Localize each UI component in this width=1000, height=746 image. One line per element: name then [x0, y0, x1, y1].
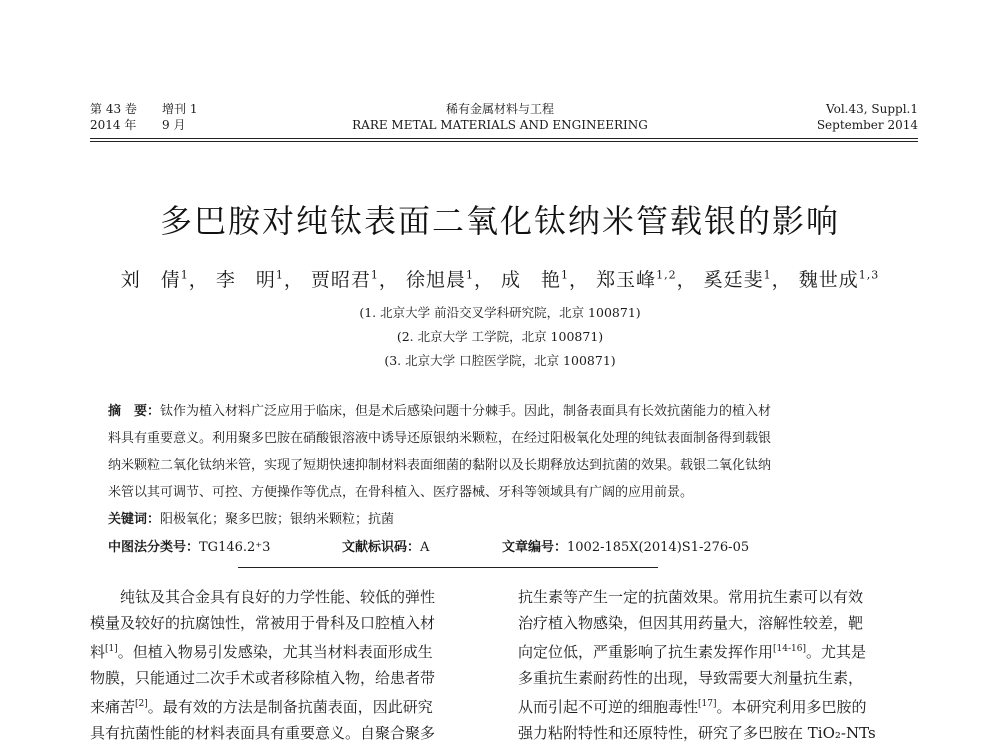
abstract-line: 米管以其可调节、可控、方便操作等优点，在骨科植入、医疗器械、牙科等领域具有广阔的应用前景。 — [108, 485, 694, 500]
month-cn: 9 月 — [162, 118, 186, 132]
body-line: 强力粘附特性和还原特性，研究了多巴胺在 TiO₂-NTs — [518, 724, 876, 742]
volume-cn: 第 43 卷 — [90, 102, 137, 116]
volume-en: Vol.43, Suppl.1 — [826, 102, 918, 116]
author-list: 刘 倩$^1$， 李 明$^1$， 贾昭君$^1$， 徐旭晨$^1$， 成 艳$^1$， 郑玉峰$^{1,2}$， 奚廷斐$^1$， 魏世成$^{1,3}$ — [120, 268, 880, 291]
journal-name-en: RARE METAL MATERIALS AND ENGINEERING — [352, 118, 648, 132]
section-rule — [238, 567, 658, 568]
body-line: 模量及较好的抗腐蚀性，常被用于骨科及口腔植入材 — [90, 614, 436, 632]
body-line: 料[1]。但植入物易引发感染，尤其当材料表面形成生 — [90, 643, 433, 661]
citation: [1] — [105, 644, 118, 654]
date-en: September 2014 — [816, 118, 918, 132]
body-line: 物膜，只能通过二次手术或者移除植入物，给患者带 — [90, 669, 436, 687]
keywords-text: 阳极氧化；聚多巴胺；银纳米颗粒；抗菌 — [160, 512, 395, 527]
keywords-label: 关键词： — [108, 512, 161, 527]
article-number: 文章编号：1002-185X(2014)S1-276-05 — [502, 540, 750, 555]
author: 成 艳$^1$ — [501, 268, 570, 291]
citation: [14-16] — [773, 644, 806, 654]
supplement-cn: 增刊 1 — [162, 102, 198, 116]
header-right — [718, 101, 918, 133]
author: 奚廷斐$^1$ — [703, 268, 772, 291]
classification: 中图法分类号：TG146.2⁺3 — [108, 540, 271, 555]
body-line: 具有抗菌性能的材料表面具有重要意义。自聚合聚多 — [90, 724, 436, 742]
body-line: 治疗植入物感染，但因其用药量大，溶解性较差，靶 — [518, 614, 864, 632]
author: 刘 倩$^1$ — [120, 268, 189, 291]
document-code-value: A — [420, 540, 430, 555]
citation: [17] — [698, 699, 717, 709]
author: 李 明$^1$ — [215, 268, 284, 291]
keywords — [108, 508, 394, 527]
year-cn: 2014 年 — [90, 118, 137, 132]
body-line: 抗生素等产生一定的抗菌效果。常用抗生素可以有效 — [518, 588, 864, 606]
affiliation: (3. 北京大学 口腔医学院，北京 100871) — [384, 353, 616, 368]
header-rule-thin — [90, 141, 918, 142]
abstract-line: 料具有重要意义。利用聚多巴胺在硝酸银溶液中诱导还原银纳米颗粒，在经过阳极氧化处理的纯钛表面制备得到载银 — [108, 431, 772, 446]
body-line: 纯钛及其合金具有良好的力学性能、较低的弹性 — [90, 588, 436, 606]
body-line: 向定位低，严重影响了抗生素发挥作用[14-16]。尤其是 — [518, 643, 866, 661]
citation: [2] — [135, 699, 148, 709]
affiliation: (1. 北京大学 前沿交叉学科研究院，北京 100871) — [359, 305, 641, 320]
body-line: 多重抗生素耐药性的出现，导致需要大剂量抗生素， — [518, 669, 864, 687]
abstract — [108, 398, 890, 506]
body-column-left — [90, 584, 490, 746]
abstract-line: 钛作为植入材料广泛应用于临床，但是术后感染问题十分棘手。因此，制备表面具有长效抗菌能力的植入材 — [160, 404, 772, 419]
header-center — [300, 101, 700, 133]
body-line: 来痛苦[2]。最有效的方法是制备抗菌表面，因此研究 — [90, 698, 433, 716]
classification-value: TG146.2⁺3 — [199, 540, 271, 555]
author: 郑玉峰$^{1,2}$ — [596, 268, 677, 291]
abstract-label: 摘 要： — [108, 404, 161, 419]
body-line: 从而引起不可逆的细胞毒性[17]。本研究利用多巴胺的 — [518, 698, 867, 716]
body-column-right — [518, 584, 918, 746]
author: 贾昭君$^1$ — [310, 268, 379, 291]
article-number-value: 1002-185X(2014)S1-276-05 — [567, 540, 750, 555]
paper-title: 多巴胺对纯钛表面二氧化钛纳米管载银的影响 — [159, 202, 840, 240]
header-rule — [90, 138, 918, 139]
document-code: 文献标识码：A — [342, 540, 430, 555]
author: 魏世成$^{1,3}$ — [798, 268, 880, 291]
author: 徐旭晨$^1$ — [405, 268, 474, 291]
journal-name-cn: 稀有金属材料与工程 — [445, 102, 554, 116]
affiliation: (2. 北京大学 工学院，北京 100871) — [396, 329, 604, 344]
header-left — [90, 101, 197, 133]
abstract-line: 纳米颗粒二氧化钛纳米管，实现了短期快速抑制材料表面细菌的黏附以及长期释放达到抗菌的效果。载银二氧化钛纳 — [108, 458, 772, 473]
